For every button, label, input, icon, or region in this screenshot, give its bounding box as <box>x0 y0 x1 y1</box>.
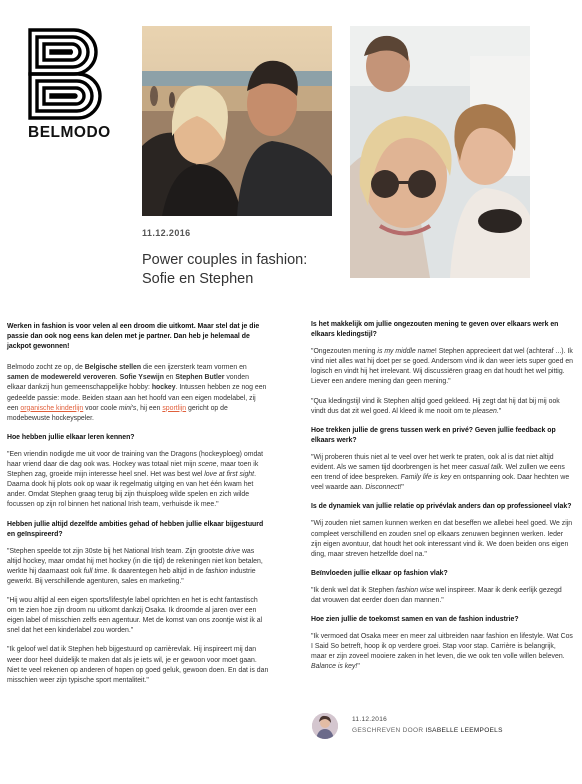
answer-paragraph: "Qua kledingstijl vind ik Stephen altijd goed gekleed. Hij zegt dat hij dat bij mij ook vindt dus dat zit wel goed. Al kleed ik me nooit om te pleasen." <box>311 397 560 415</box>
family-selfie-photo <box>350 26 530 278</box>
question-heading: Hoe trekken jullie de grens tussen werk en privé? Geven jullie feedback op elkaars werk? <box>311 426 556 444</box>
question-heading: Is de dynamiek van jullie relatie op privévlak anders dan op professioneel vlak? <box>311 503 572 511</box>
link-organische-kinderlijn[interactable]: organische kinderlijn <box>20 404 84 412</box>
couple-beach-photo <box>142 26 332 216</box>
answer-paragraph: "Stephen speelde tot zijn 30ste bij het National Irish team. Zijn grootste drive was altijd hockey, maar omdat hij met hockey (in die tijd) de rekeningen niet kon betalen, werkte hij daarnaast ook full time. Ik daarentegen heb altijd in de fashion industrie gewerkt. Bij verschillende agenturen, sales en marketing." <box>7 547 263 585</box>
article-column-left <box>7 322 269 695</box>
author-by-label: GESCHREVEN DOOR <box>352 727 424 734</box>
question-heading: Hoe zien jullie de toekomst samen en van de fashion industrie? <box>311 616 519 624</box>
question-heading: Is het makkelijk om jullie ongezouten mening te geven over elkaars werk en elkaars kledingstijl? <box>311 321 559 339</box>
article-column-right <box>311 320 573 682</box>
question-heading: Hebben jullie altijd dezelfde ambities gehad of hebben jullie elkaar bijgestuurd en geïnspireerd? <box>7 520 264 538</box>
question-heading: Hoe hebben jullie elkaar leren kennen? <box>7 433 135 441</box>
brand-name: BELMODO <box>28 124 111 141</box>
author-name-link[interactable]: ISABELLE LEEMPOELS <box>425 727 503 734</box>
author-avatar[interactable] <box>312 713 338 739</box>
answer-paragraph: "Ik geloof wel dat ik Stephen heb bijgestuurd op carrièrevlak. Hij inspireert mij dan weer door heel duidelijk te maken dat als je iets wil, je er gewoon voor moet gaan. Niet te veel rekenen op anderen of hopen op goed geluk, gewoon doen. En dat is dan misschien weer zijn typische sport mentaliteit." <box>7 646 269 684</box>
article-title-line2: Sofie en Stephen <box>142 270 254 287</box>
answer-paragraph: "Een vriendin nodigde me uit voor de training van the Dragons (hockeyploeg) omdat haar vriend daar die dag ook was. Hockey was totaal niet mijn scene, maar toen ik Stephen zag, groeide mijn interesse heel snel. Het was best wel love at first sight. Daarna dook hij plots ook op waar ik regelmatig uitging en van het één kwam het ander. Omdat Stephen graag terug bij zijn thuisploeg wilde spelen en zich wilde focussen op zijn rol binnen het national Irish team, verhuisde ik mee." <box>7 450 264 509</box>
answer-paragraph: "Ongezouten mening is my middle name! Stephen apprecieert dat wel (achteraf ...). Ik vind niet alles wat hij doet per se goed. Andersom vind ik dan weer iets super goed en logisch en vindt hij het irrelevant. Wij discussiëren graag en dat houdt het wel pittig. Liever een andere mening dan geen mening." <box>311 348 574 386</box>
link-sportlijn[interactable]: sportlijn <box>162 404 187 412</box>
article-date: 11.12.2016 <box>142 228 191 238</box>
author-line <box>352 727 503 734</box>
article-intro: Belmodo zocht ze op, de Belgische stellen die een ijzersterk team vormen en samen de modewereld veroveren. Sofie Ysewijn en Stephen Butler vonden elkaar dankzij hun gemeenschappelijke hobby: hockey. Intussen hebben ze nog een gedeelde passie: mode. Beiden staan aan het hoofd van een eigen modelabel, zij een organische kinderlijn voor coole mini's, hij een sportlijn gericht op de modebewuste hockeyspeler. <box>7 364 267 422</box>
belmodo-b-logo-icon <box>28 28 120 120</box>
answer-paragraph: "Ik denk wel dat ik Stephen fashion wise wel inspireer. Maar ik denk eerlijk gezegd dat vrouwen dat eerder doen dan mannen." <box>311 586 562 604</box>
article-title <box>142 251 342 288</box>
article-lead: Werken in fashion is voor velen al een droom die uitkomt. Maar stel dat je die passie dan ook nog eens kan delen met je partner. Dan heb je helemaal de jackpot gewonnen! <box>7 323 260 351</box>
question-heading: Beïnvloeden jullie elkaar op fashion vlak? <box>311 569 448 577</box>
answer-paragraph: "Wij zouden niet samen kunnen werken en dat beseffen we allebei heel goed. We zijn compleet verschillend en zouden snel op elkaars zenuwen beginnen werken. Ieder zijn eigen avontuur, dat houdt het ook interessant vind ik. We doen beiden ons eigen ding, maar streven hetzelfde doel na." <box>311 520 573 558</box>
author-byline <box>312 713 574 743</box>
brand-logo[interactable] <box>28 28 124 142</box>
answer-paragraph: "Hij wou altijd al een eigen sports/lifestyle label oprichten en het is echt fantastisch om te zien hoe zijn droom nu uitkomt dankzij Osaka. Ik droomde al jaren over een eigen label of misschien zelfs een agentuur. Met de komst van ons zoontje wist ik al snel dat het een kinderlabel zou worden." <box>7 597 263 635</box>
author-date: 11.12.2016 <box>352 716 388 723</box>
article-title-line1: Power couples in fashion: <box>142 252 308 268</box>
answer-paragraph: "Wij proberen thuis niet al te veel over het werk te praten, ook al is dat niet altijd evident. Als we samen tijd doorbrengen is het meer casual talk. Wel zullen we eens een trend of idee bespreken. Family life is key en ontspanning ook. Daar hechten we veel waarde aan. Disconnect!" <box>311 453 570 492</box>
answer-paragraph: "Ik vermoed dat Osaka meer en meer zal uitbreiden naar fashion en lifestyle. Wat Cos I Said So betreft, hoop ik op verdere groei. Stap voor stap. Carrière is belangrijk, maar er zijn zoveel mooiere zaken in het leven, die we ook ten volle willen beleven. Balance is key!" <box>311 633 573 671</box>
